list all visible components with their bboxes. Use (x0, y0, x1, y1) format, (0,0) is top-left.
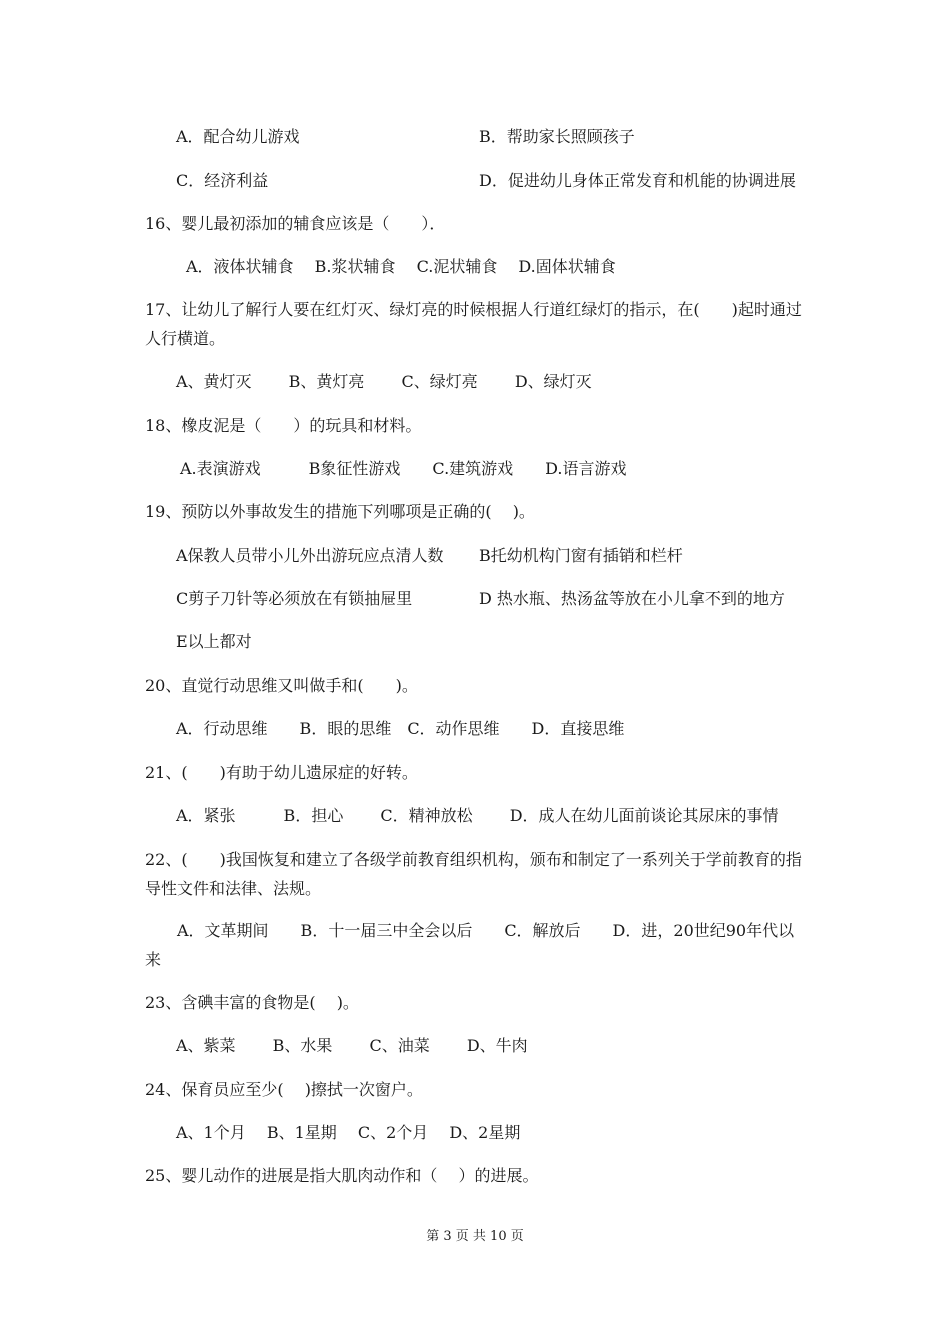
q15-option-c: C．经济利益 (176, 171, 269, 190)
q17-question: 17、让幼儿了解行人要在红灯灭、绿灯亮的时候根据人行道红绿灯的指示，在( )起时通过人行横道。 (145, 300, 802, 348)
q22-question: 22、( )我国恢复和建立了各级学前教育组织机构，颁布和制定了一系列关于学前教育的指导性文件和法律、法规。 (145, 850, 802, 898)
q19-option-d: D 热水瓶、热汤盆等放在小儿拿不到的地方 (479, 589, 785, 608)
q21-question: 21、( )有助于幼儿遗尿症的好转。 (145, 763, 418, 782)
q19-option-e: E以上都对 (176, 632, 252, 651)
q19-option-c: C剪子刀针等必须放在有锁抽屉里 (176, 589, 413, 608)
q25-question: 25、婴儿动作的进展是指大肌肉动作和（ ）的进展。 (145, 1166, 539, 1185)
q18-options: A.表演游戏 B象征性游戏 C.建筑游戏 D.语言游戏 (180, 459, 627, 478)
q15-option-d: D．促进幼儿身体正常发育和机能的协调进展 (479, 171, 796, 190)
q24-options: A、1个月 B、1星期 C、2个月 D、2星期 (176, 1123, 521, 1142)
q18-question: 18、橡皮泥是（ ）的玩具和材料。 (145, 416, 422, 435)
q19-option-b: B托幼机构门窗有插销和栏杆 (479, 546, 683, 565)
q17-options: A、黄灯灭 B、黄灯亮 C、绿灯亮 D、绿灯灭 (176, 372, 592, 391)
q19-question: 19、预防以外事故发生的措施下列哪项是正确的( )。 (145, 502, 535, 521)
q21-options: A．紧张 B．担心 C．精神放松 D．成人在幼儿面前谈论其尿床的事情 (176, 806, 779, 825)
q16-options: A．液体状辅食 B.浆状辅食 C.泥状辅食 D.固体状辅食 (186, 257, 616, 276)
q20-options: A．行动思维 B．眼的思维 C．动作思维 D．直接思维 (176, 719, 625, 738)
page-footer: 第 3 页 共 10 页 (426, 1229, 524, 1244)
q22-options: A．文革期间 B．十一届三中全会以后 C．解放后 D．进，20世纪90年代以来 (145, 921, 795, 969)
q24-question: 24、保育员应至少( )擦拭一次窗户。 (145, 1080, 423, 1099)
q15-option-b: B．帮助家长照顾孩子 (479, 127, 635, 146)
q23-options: A、紫菜 B、水果 C、油菜 D、牛肉 (176, 1036, 528, 1055)
q20-question: 20、直觉行动思维又叫做手和( )。 (145, 676, 418, 695)
q19-option-a: A保教人员带小儿外出游玩应点清人数 (176, 546, 444, 565)
q23-question: 23、含碘丰富的食物是( )。 (145, 993, 359, 1012)
q15-option-a: A．配合幼儿游戏 (176, 127, 300, 146)
q16-question: 16、婴儿最初添加的辅食应该是（ ）． (145, 214, 446, 233)
